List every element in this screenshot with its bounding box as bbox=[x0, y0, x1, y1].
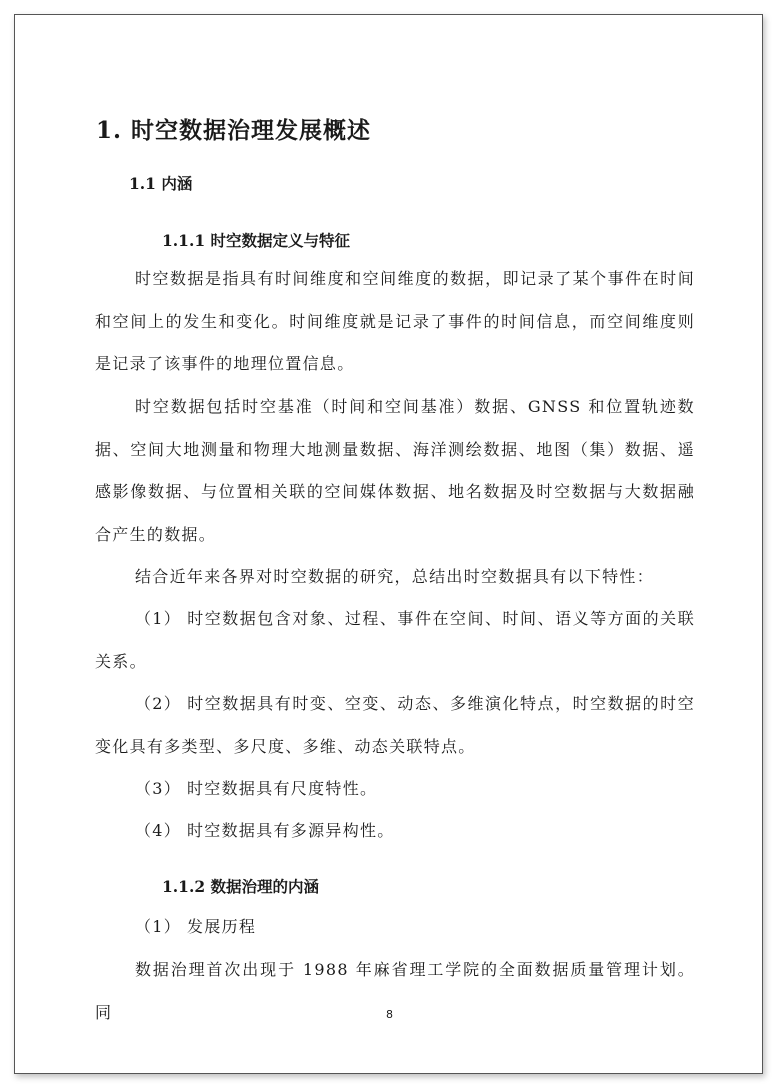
paragraph-characteristics-intro: 结合近年来各界对时空数据的研究，总结出时空数据具有以下特性： bbox=[135, 567, 655, 586]
paragraph-contents: 时空数据包括时空基准（时间和空间基准）数据、GNSS 和位置轨迹数据、空间大地测量和物理大地测量数据、海洋测绘数据、地图（集）数据、遥感影像数据、与位置相关联的空间媒体数据、地名数据及时空数据与大数据融合产生的数据。 bbox=[95, 397, 695, 544]
page-number: 8 bbox=[386, 1008, 393, 1021]
list-item: （2） 时空数据具有时变、空变、动态、多维演化特点，时空数据的时空变化具有多类型、多尺度、多维、动态关联特点。 bbox=[95, 694, 695, 756]
list-item: （1） 时空数据包含对象、过程、事件在空间、时间、语义等方面的关联关系。 bbox=[95, 609, 695, 671]
section-heading-1-1-1: 1.1.1 时空数据定义与特征 bbox=[162, 231, 351, 250]
list-item: （4） 时空数据具有多源异构性。 bbox=[135, 821, 395, 840]
paragraph-governance-history: 数据治理首次出现于 1988 年麻省理工学院的全面数据质量管理计划。同 bbox=[95, 960, 695, 1022]
paragraph-definition: 时空数据是指具有时间维度和空间维度的数据，即记录了某个事件在时间和空间上的发生和变化。时间维度就是记录了事件的时间信息，而空间维度则是记录了该事件的地理位置信息。 bbox=[95, 269, 695, 373]
list-item: （3） 时空数据具有尺度特性。 bbox=[135, 779, 378, 798]
section-heading-1: 1. 时空数据治理发展概述 bbox=[96, 117, 372, 144]
list-item: （1） 发展历程 bbox=[135, 917, 257, 936]
section-heading-1-1-2: 1.1.2 数据治理的内涵 bbox=[162, 877, 320, 896]
section-heading-1-1: 1.1 内涵 bbox=[129, 174, 193, 193]
